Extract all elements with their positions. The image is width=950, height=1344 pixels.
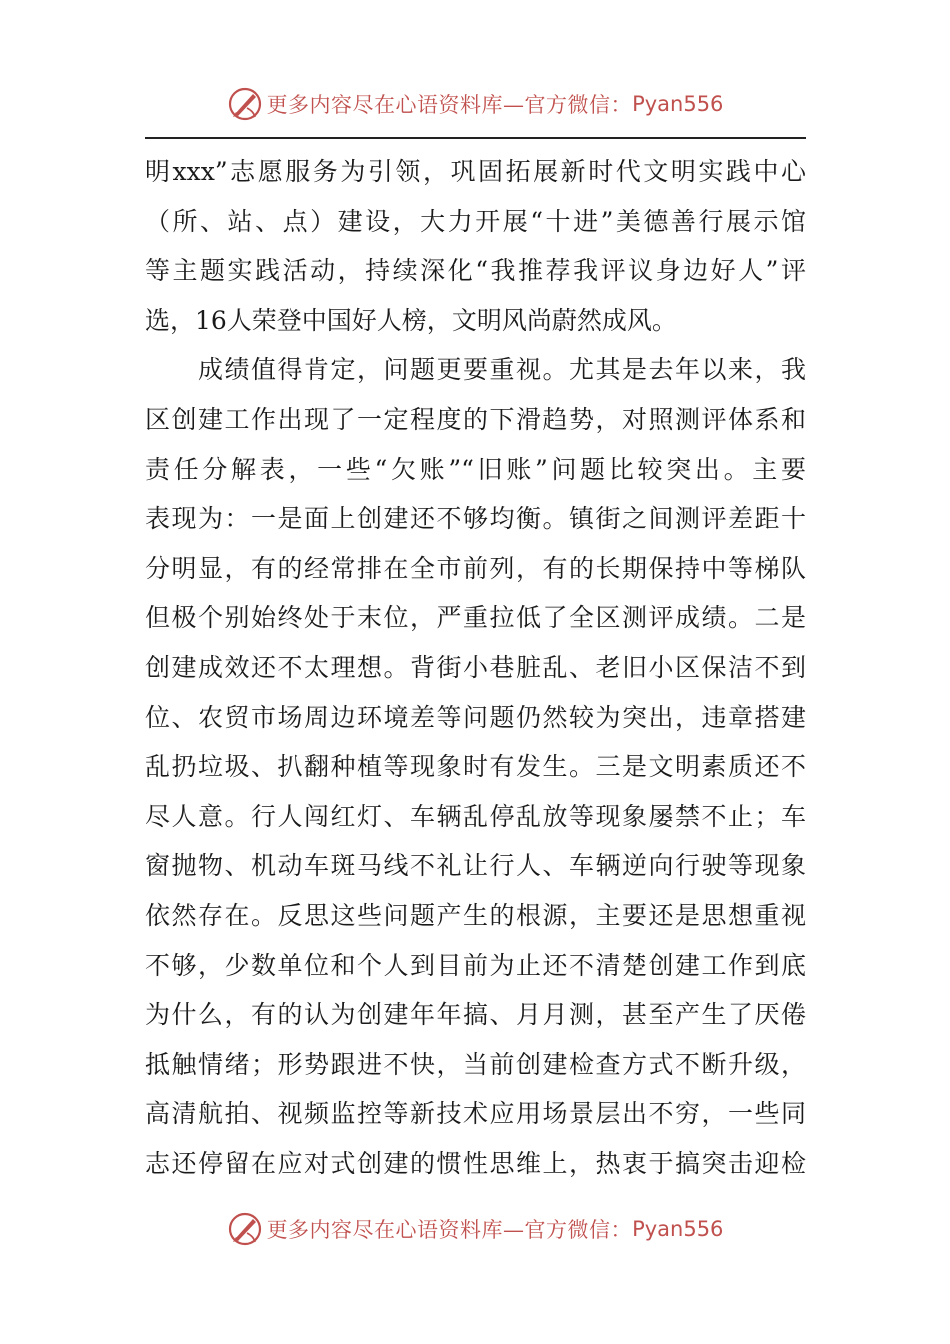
body-line: 乱扔垃圾、扒翻种植等现象时有发生。三是文明素质还不	[145, 752, 806, 782]
body-line: 高清航拍、视频监控等新技术应用场景层出不穷，一些同	[145, 1099, 806, 1129]
body-line: 选，16人荣登中国好人榜，文明风尚蔚然成风。	[145, 305, 677, 335]
body-line: 分明显，有的经常排在全市前列，有的长期保持中等梯队	[145, 553, 806, 583]
body-line: 依然存在。反思这些问题产生的根源，主要还是思想重视	[145, 900, 806, 930]
body-line: 为什么，有的认为创建年年搞、月月测，甚至产生了厌倦	[145, 1000, 806, 1030]
pen-circle-logo-icon	[227, 1211, 263, 1247]
body-line: 抵触情绪；形势跟进不快，当前创建检查方式不断升级，	[145, 1049, 806, 1079]
footer-wechat-id: Pyan556	[632, 1217, 724, 1241]
header-wechat-id: Pyan556	[632, 92, 724, 116]
header-rule	[145, 137, 806, 139]
footer-banner	[0, 1209, 950, 1249]
body-line: 责任分解表，一些“欠账”“旧账”问题比较突出。主要	[145, 454, 806, 484]
body-line: 志还停留在应对式创建的惯性思维上，热衷于搞突击迎检	[145, 1148, 806, 1178]
body-line: 窗抛物、机动车斑马线不礼让行人、车辆逆向行驶等现象	[145, 851, 806, 881]
document-body	[145, 147, 806, 1188]
pen-circle-logo-icon	[227, 86, 263, 122]
body-line: 创建成效还不太理想。背街小巷脏乱、老旧小区保洁不到	[145, 652, 806, 682]
body-line: 不够，少数单位和个人到目前为止还不清楚创建工作到底	[145, 950, 806, 980]
body-line: 但极个别始终处于末位，严重拉低了全区测评成绩。二是	[145, 603, 806, 633]
body-line: 成绩值得肯定，问题更要重视。尤其是去年以来，我	[145, 355, 806, 385]
body-line: 明xxx”志愿服务为引领，巩固拓展新时代文明实践中心	[145, 157, 806, 186]
body-line: 位、农贸市场周边环境差等问题仍然较为突出，违章搭建	[145, 702, 806, 732]
body-line: 区创建工作出现了一定程度的下滑趋势，对照测评体系和	[145, 404, 806, 434]
body-line: 表现为：一是面上创建还不够均衡。镇街之间测评差距十	[145, 504, 806, 534]
footer-banner-text: 更多内容尽在心语资料库—官方微信：	[266, 1218, 633, 1242]
header-banner	[0, 84, 950, 124]
header-banner-text: 更多内容尽在心语资料库—官方微信：	[266, 93, 633, 117]
body-line: （所、站、点）建设，大力开展“十进”美德善行展示馆	[145, 206, 806, 236]
body-line: 尽人意。行人闯红灯、车辆乱停乱放等现象屡禁不止；车	[145, 801, 806, 831]
body-line: 等主题实践活动，持续深化“我推荐我评议身边好人”评	[145, 256, 806, 286]
